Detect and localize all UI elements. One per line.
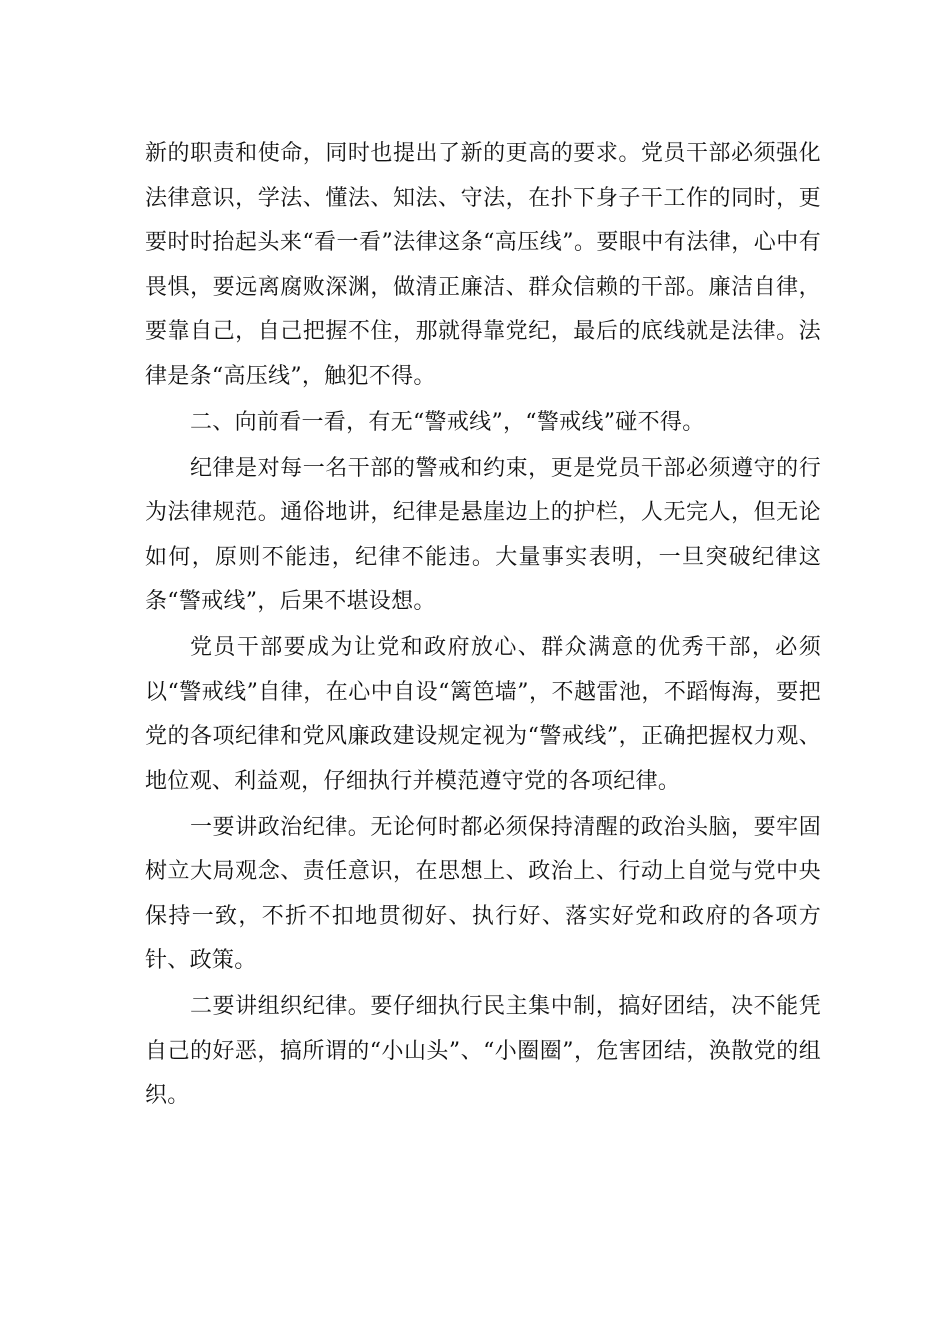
document-body	[145, 132, 821, 1120]
section-heading-warning-line: 二、向前看一看，有无“警戒线”，“警戒线”碰不得。	[190, 409, 705, 435]
paragraph-continuation: 新的职责和使命，同时也提出了新的更高的要求。党员干部必须强化法律意识，学法、懂法、知法、守法，在扑下身子干工作的同时，更要时时抬起头来“看一看”法律这条“高压线”。要眼中有法律，心中有畏惧，要远离腐败深渊，做清正廉洁、群众信赖的干部。廉洁自律，要靠自己，自己把握不住，那就得靠党纪，最后的底线就是法律。法律是条“高压线”，触犯不得。	[145, 141, 821, 389]
paragraph-political-discipline: 一要讲政治纪律。无论何时都必须保持清醒的政治头脑，要牢固树立大局观念、责任意识，在思想上、政治上、行动上自觉与党中央保持一致，不折不扣地贯彻好、执行好、落实好党和政府的各项方针、政策。	[145, 814, 821, 973]
paragraph-organizational-discipline: 二要讲组织纪律。要仔细执行民主集中制，搞好团结，决不能凭自己的好恶，搞所谓的“小山头”、“小圈圈”，危害团结，涣散党的组织。	[145, 994, 821, 1108]
paragraph-cadre-self-discipline: 党员干部要成为让党和政府放心、群众满意的优秀干部，必须以“警戒线”自律，在心中自设“篱笆墙”，不越雷池，不蹈悔海，要把党的各项纪律和党风廉政建设规定视为“警戒线”，正确把握权力观、地位观、利益观，仔细执行并模范遵守党的各项纪律。	[145, 635, 821, 794]
paragraph-discipline: 纪律是对每一名干部的警戒和约束，更是党员干部必须遵守的行为法律规范。通俗地讲，纪律是悬崖边上的护栏，人无完人，但无论如何，原则不能违，纪律不能违。大量事实表明，一旦突破纪律这条“警戒线”，后果不堪设想。	[145, 455, 821, 614]
